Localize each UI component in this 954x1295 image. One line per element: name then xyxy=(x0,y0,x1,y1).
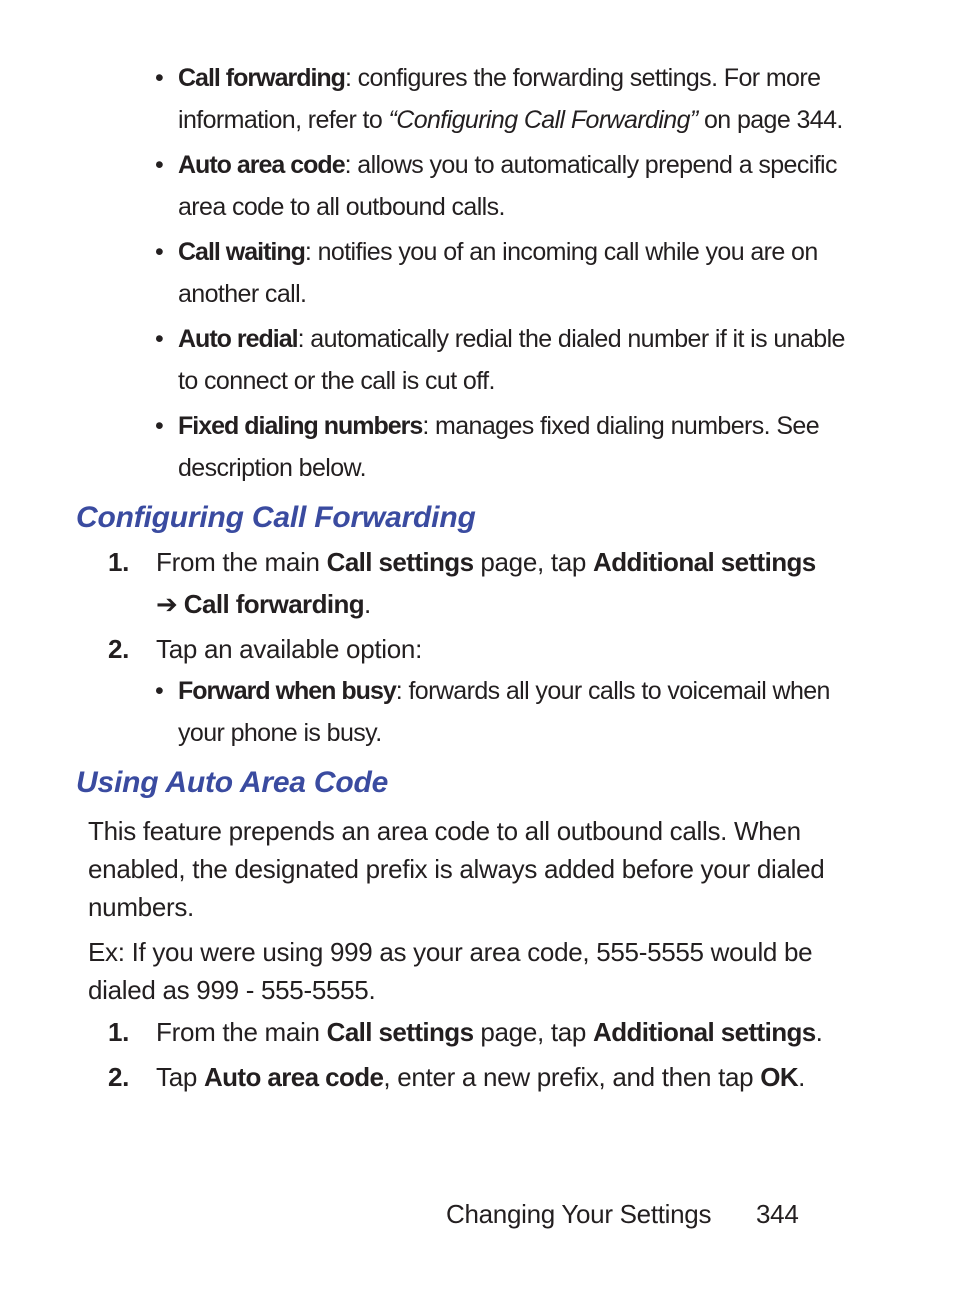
step-body xyxy=(156,1056,838,1098)
step-term: Additional settings ➔ Call forwarding xyxy=(156,547,816,619)
bullet-glyph: • xyxy=(155,325,164,353)
bullet-text: : allows you to automatically prepend a specific area code to all outbound calls. xyxy=(178,151,837,221)
step-text: . xyxy=(815,1017,823,1047)
section-heading-using-auto-area-code: Using Auto Area Code xyxy=(76,766,389,799)
bullet-auto-area-code xyxy=(155,144,855,228)
bullet-term: Forward when busy xyxy=(178,677,396,705)
bullet-body xyxy=(178,231,855,315)
step-term: OK xyxy=(760,1062,799,1092)
step-text: . xyxy=(364,589,371,619)
step-1-call-forwarding xyxy=(108,541,838,625)
paragraph-example: Ex: If you were using 999 as your area code, 555-5555 would be dialed as 999 - 555-5555. xyxy=(88,937,813,1005)
bullet-text: : notifies you of an incoming call while you are on another call. xyxy=(178,238,818,308)
bullet-call-waiting xyxy=(155,231,855,315)
bullet-term: Call waiting xyxy=(178,238,305,266)
step-text: From the main xyxy=(156,547,327,577)
step-body xyxy=(156,541,838,625)
bullet-body xyxy=(178,670,855,754)
bullet-body xyxy=(178,318,855,402)
bullet-text: : forwards all your calls to voicemail when your phone is busy. xyxy=(178,677,830,747)
bullet-term: Call forwarding xyxy=(178,64,345,92)
step-term: Auto area code xyxy=(203,1062,384,1092)
bullet-body xyxy=(178,405,855,489)
paragraph-feature-description: This feature prepends an area code to all outbound calls. When enabled, the designated prefix is always added before your dialed numbers. xyxy=(88,816,825,922)
bullet-auto-redial xyxy=(155,318,855,402)
step-text: page, tap xyxy=(473,1017,594,1047)
section-heading-configuring-call-forwarding: Configuring Call Forwarding xyxy=(76,501,476,534)
bullet-glyph: • xyxy=(155,64,164,92)
step-term: Call settings xyxy=(326,547,474,577)
step-number: 2. xyxy=(108,1062,130,1092)
bullet-term: Fixed dialing numbers xyxy=(178,412,423,440)
bullet-term: Auto area code xyxy=(178,151,345,179)
bullet-glyph: • xyxy=(155,238,164,266)
step-1-auto-area-code xyxy=(108,1011,838,1053)
step-number: 1. xyxy=(108,1017,130,1047)
cross-reference-link[interactable]: “Configuring Call Forwarding” xyxy=(388,106,698,134)
bullet-glyph: • xyxy=(155,412,164,440)
bullet-forward-when-busy xyxy=(155,670,855,754)
bullet-text: : configures the forwarding settings. For more information, refer to xyxy=(178,64,821,134)
step-body: Tap an available option: xyxy=(156,634,423,664)
bullet-call-forwarding xyxy=(155,57,855,141)
step-text: page, tap xyxy=(473,547,594,577)
bullet-glyph: • xyxy=(155,677,164,705)
step-number: 2. xyxy=(108,634,130,664)
step-term: Call settings xyxy=(326,1017,474,1047)
step-number: 1. xyxy=(108,547,130,577)
step-text: . xyxy=(798,1062,806,1092)
step-text: Tap xyxy=(156,1062,204,1092)
bullet-term: Auto redial xyxy=(178,325,298,353)
footer-page-number: 344 xyxy=(756,1199,799,1229)
step-term: Additional settings xyxy=(593,1017,816,1047)
step-body xyxy=(156,1011,838,1053)
bullet-text: : automatically redial the dialed number if it is unable to connect or the call is cut off. xyxy=(178,325,845,395)
bullet-fixed-dialing-numbers xyxy=(155,405,855,489)
bullet-text: : manages fixed dialing numbers. See description below. xyxy=(178,412,820,482)
step-text: , enter a new prefix, and then tap xyxy=(383,1062,761,1092)
bullet-body xyxy=(178,57,855,141)
bullet-glyph: • xyxy=(155,151,164,179)
step-2-call-forwarding xyxy=(108,628,838,670)
footer-section-title: Changing Your Settings xyxy=(446,1199,712,1229)
step-2-auto-area-code xyxy=(108,1056,838,1098)
step-text: From the main xyxy=(156,1017,327,1047)
bullet-body xyxy=(178,144,855,228)
bullet-text-after: on page 344. xyxy=(697,106,843,134)
